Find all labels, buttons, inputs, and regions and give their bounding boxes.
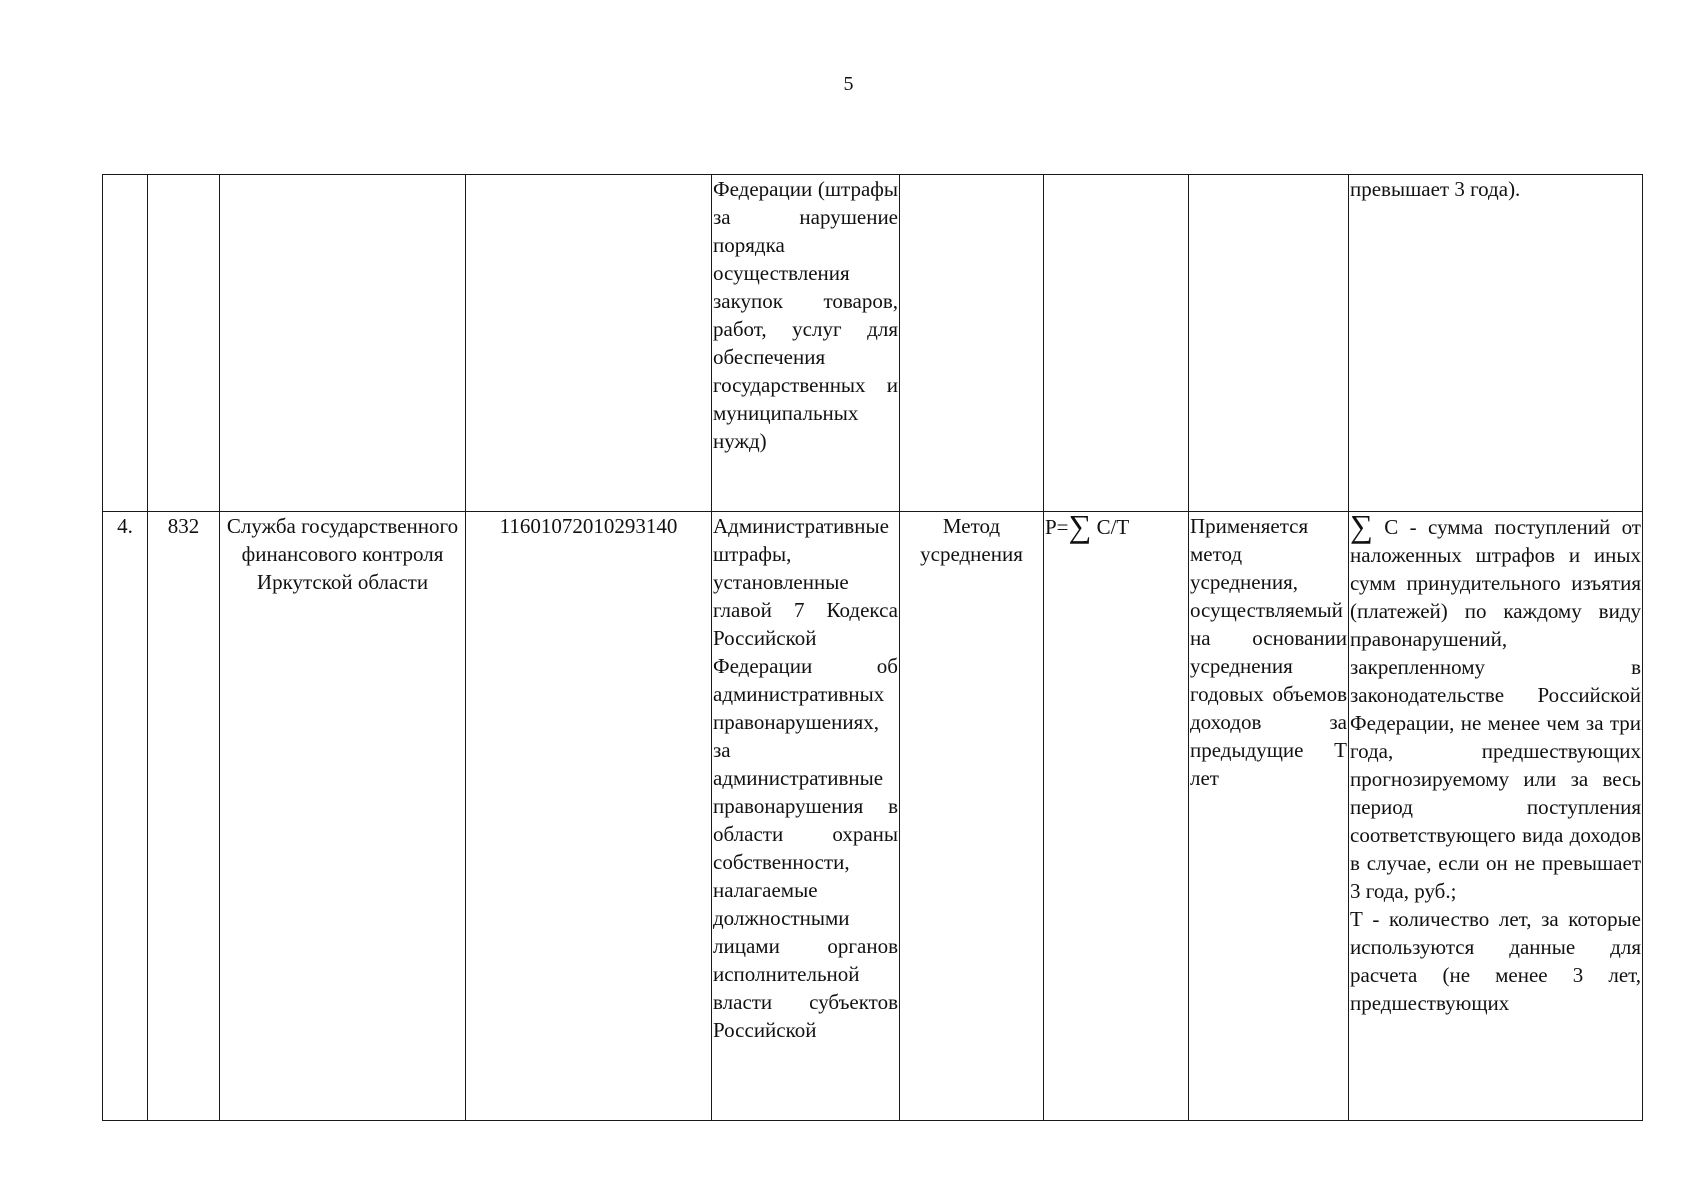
cell-administrator: Служба государственного финансового контроля Иркутской области: [220, 512, 466, 1121]
indicator-c-description: [1350, 512, 1641, 905]
cell-revenue-name: Федерации (штрафы за нарушение порядка осуществления закупок товаров, работ, услуг для обеспечения государственных и муниципальных нужд): [712, 175, 900, 512]
cell-kbk: 11601072010293140: [466, 512, 712, 1121]
table-row: [103, 512, 1643, 1121]
cell-revenue-name: Административные штрафы, установленные главой 7 Кодекса Российской Федерации об административных правонарушениях, за административные правонарушения в области охраны собственности, налагаемые должностными лицами органов исполнительной власти субъектов Российской: [712, 512, 900, 1121]
cell-algorithm: [1189, 175, 1349, 512]
cell-algorithm: Применяется метод усреднения, осуществляемый на основании усреднения годовых объемов доходов за предыдущие Т лет: [1189, 512, 1349, 1121]
sigma-icon: ∑: [1350, 511, 1373, 544]
sigma-icon: ∑: [1068, 511, 1092, 544]
revenue-forecast-table: [102, 174, 1643, 1121]
cell-method: [900, 175, 1044, 512]
formula-suffix: C/T: [1091, 515, 1130, 539]
cell-indicator-description: [1349, 512, 1643, 1121]
cell-formula: [1044, 512, 1189, 1121]
cell-code: [148, 175, 220, 512]
formula-prefix: P=: [1045, 515, 1069, 539]
cell-administrator: [220, 175, 466, 512]
cell-code: 832: [148, 512, 220, 1121]
cell-kbk: [466, 175, 712, 512]
cell-indicator-description: превышает 3 года).: [1349, 175, 1643, 512]
page-number: 5: [843, 73, 854, 95]
indicator-t-description: Т - количество лет, за которые используются данные для расчета (не менее 3 лет, предшествующих: [1350, 907, 1641, 1015]
cell-formula: [1044, 175, 1189, 512]
cell-number: [103, 175, 148, 512]
indicator-c-text: С - сумма поступлений от наложенных штрафов и иных сумм принудительного изъятия (платежей) по каждому виду правонарушений, закрепленному в законодательстве Российской Федерации, не менее чем за три года, предшествующих прогнозируемому или за весь период поступления соответствующего вида доходов в случае, если он не превышает 3 года, руб.;: [1350, 515, 1641, 903]
cell-method: Метод усреднения: [900, 512, 1044, 1121]
table-row: [103, 175, 1643, 512]
cell-number: 4.: [103, 512, 148, 1121]
